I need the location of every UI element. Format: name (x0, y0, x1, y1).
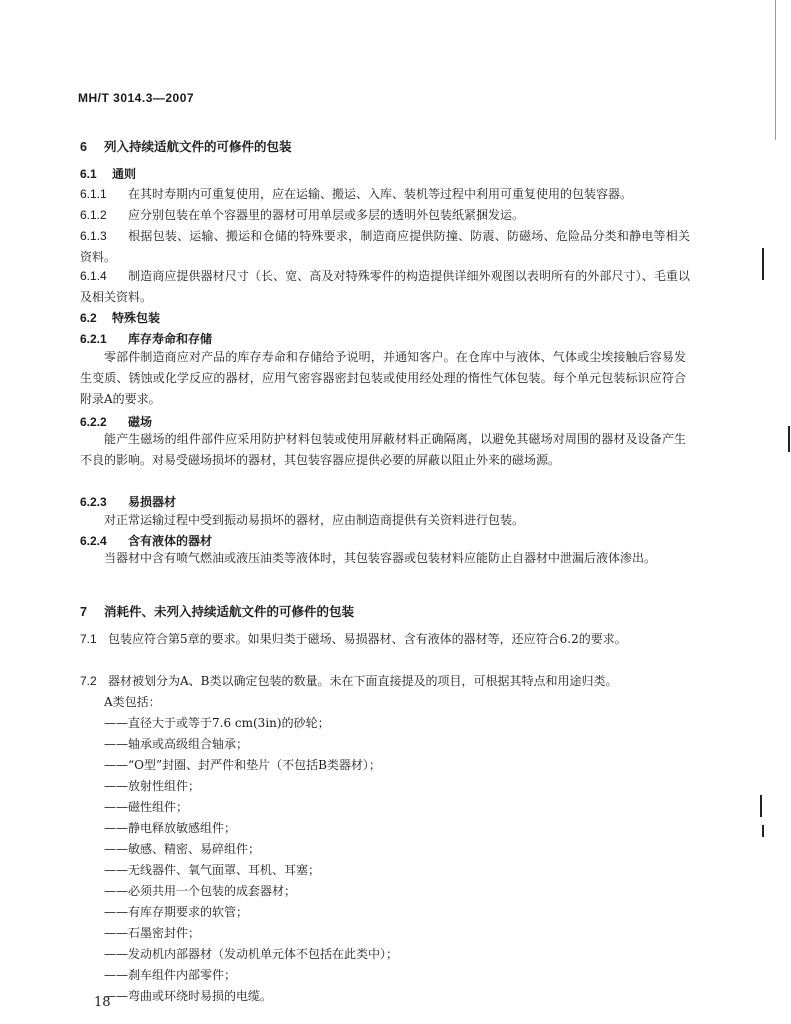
section-title: 特殊包装 (112, 311, 161, 325)
list-item: ——放射性组件； (104, 779, 201, 793)
section-number: 6.2.3 (80, 495, 107, 509)
scan-mark (760, 795, 762, 817)
clause-6-1-4 (80, 266, 690, 308)
clause-6-1-3 (80, 226, 690, 268)
clause-number: 6.1.1 (80, 187, 107, 201)
section-6-1-heading (80, 165, 136, 182)
scan-mark (788, 426, 790, 452)
list-item: ——刹车组件内部零件； (104, 968, 237, 982)
list-item: ——石墨密封件； (104, 926, 201, 940)
clause-number: 6.1.2 (80, 208, 107, 222)
section-number: 6 (80, 140, 87, 154)
section-title: 含有液体的器材 (128, 534, 213, 548)
document-header: MH/T 3014.3—2007 (78, 91, 195, 105)
section-number: 6.2.1 (80, 332, 107, 346)
section-number: 6.2.4 (80, 534, 107, 548)
clause-number: 7.1 (80, 632, 97, 646)
section-number: 7 (80, 605, 87, 619)
clause-text: 制造商应提供器材尺寸（长、宽、高及对特殊零件的构造提供详细外观图以表明所有的外部尺寸）、毛重以及相关资料。 (80, 269, 690, 304)
clause-text: 在其时寿期内可重复使用，应在运输、搬运、入库、装机等过程中利用可重复使用的包装容器。 (128, 187, 633, 201)
section-title: 列入持续适航文件的可修件的包装 (104, 140, 292, 154)
section-number: 6.2.2 (80, 415, 107, 429)
section-6-2-2-body: 能产生磁场的组件部件应采用防护材料包装或使用屏蔽材料正确隔离，以避免其磁场对周围的器材及设备产生不良的影响。对易受磁场损坏的器材，其包装容器应提供必要的屏蔽以阻止外来的磁场源。 (80, 432, 686, 467)
section-6-2-1-body: 零部件制造商应对产品的库存寿命和存储给予说明，并通知客户。在仓库中与液体、气体或尘埃接触后容易发生变质、锈蚀或化学反应的器材，应用气密容器密封包装或使用经处理的惰性气体包装。每个单元包装标识应符合附录A的要求。 (80, 350, 686, 406)
section-6-2-heading (80, 309, 160, 326)
clause-6-1-2 (80, 205, 690, 226)
section-title: 磁场 (128, 415, 153, 429)
list-item: ——“O型”封圈、封严件和垫片（不包括B类器材）； (104, 758, 381, 772)
clause-number: 6.1.3 (80, 229, 107, 243)
list-item: ——发动机内部器材（发动机单元体不包括在此类中）； (104, 947, 399, 961)
section-6-2-1-heading (80, 330, 212, 347)
list-item: ——直径大于或等于7.6 cm(3in)的砂轮； (104, 716, 330, 730)
list-item: ——轴承或高级组合轴承； (104, 737, 249, 751)
section-title: 消耗件、未列入持续适航文件的可修件的包装 (104, 605, 355, 619)
clause-text: 根据包装、运输、搬运和仓储的特殊要求，制造商应提供防撞、防震、防磁场、危险品分类和静电等相关资料。 (80, 229, 690, 264)
list-item: ——敏感、精密、易碎组件； (104, 842, 261, 856)
category-a-intro: A类包括： (104, 695, 161, 709)
clause-number: 6.1.4 (80, 269, 107, 283)
section-6-2-3-heading (80, 493, 176, 510)
clause-text: 器材被划分为A、B类以确定包装的数量。未在下面直接提及的项目，可根据其特点和用途归类。 (108, 674, 618, 688)
section-6-2-3-body: 对正常运输过程中受到振动易损坏的器材，应由制造商提供有关资料进行包装。 (104, 513, 525, 527)
list-item: ——有库存期要求的软管； (104, 905, 249, 919)
section-7-heading (80, 602, 354, 620)
list-item: ——无线器件、氧气面罩、耳机、耳塞； (104, 863, 321, 877)
section-number: 6.2 (80, 311, 97, 325)
list-item: ——弯曲或环绕时易损的电缆。 (104, 989, 273, 1003)
section-6-2-2-heading (80, 413, 152, 430)
section-title: 库存寿命和存储 (128, 332, 213, 346)
section-6-2-4-body: 当器材中含有喷气燃油或液压油类等液体时，其包装容器或包装材料应能防止自器材中泄漏后液体渗出。 (104, 551, 657, 565)
clause-number: 7.2 (80, 674, 97, 688)
scan-edge-line (775, 0, 776, 140)
clause-6-1-1 (80, 184, 690, 205)
clause-text: 包装应符合第5章的要求。如果归类于磁场、易损器材、含有液体的器材等，还应符合6.2的要求。 (108, 632, 627, 646)
list-item: ——静电释放敏感组件； (104, 821, 237, 835)
section-6-2-4-heading (80, 532, 212, 549)
scan-mark (762, 825, 764, 837)
page-number: 18 (94, 995, 111, 1010)
list-item: ——磁性组件； (104, 800, 189, 814)
clause-7-2 (80, 671, 690, 692)
section-title: 通则 (112, 167, 137, 181)
clause-text: 应分别包装在单个容器里的器材可用单层或多层的透明外包装纸紧捆发运。 (128, 208, 525, 222)
section-title: 易损器材 (128, 495, 177, 509)
scan-mark (762, 248, 764, 280)
section-number: 6.1 (80, 167, 97, 181)
list-item: ——必须共用一个包装的成套器材； (104, 884, 297, 898)
clause-7-1 (80, 629, 690, 650)
section-6-heading (80, 137, 292, 155)
